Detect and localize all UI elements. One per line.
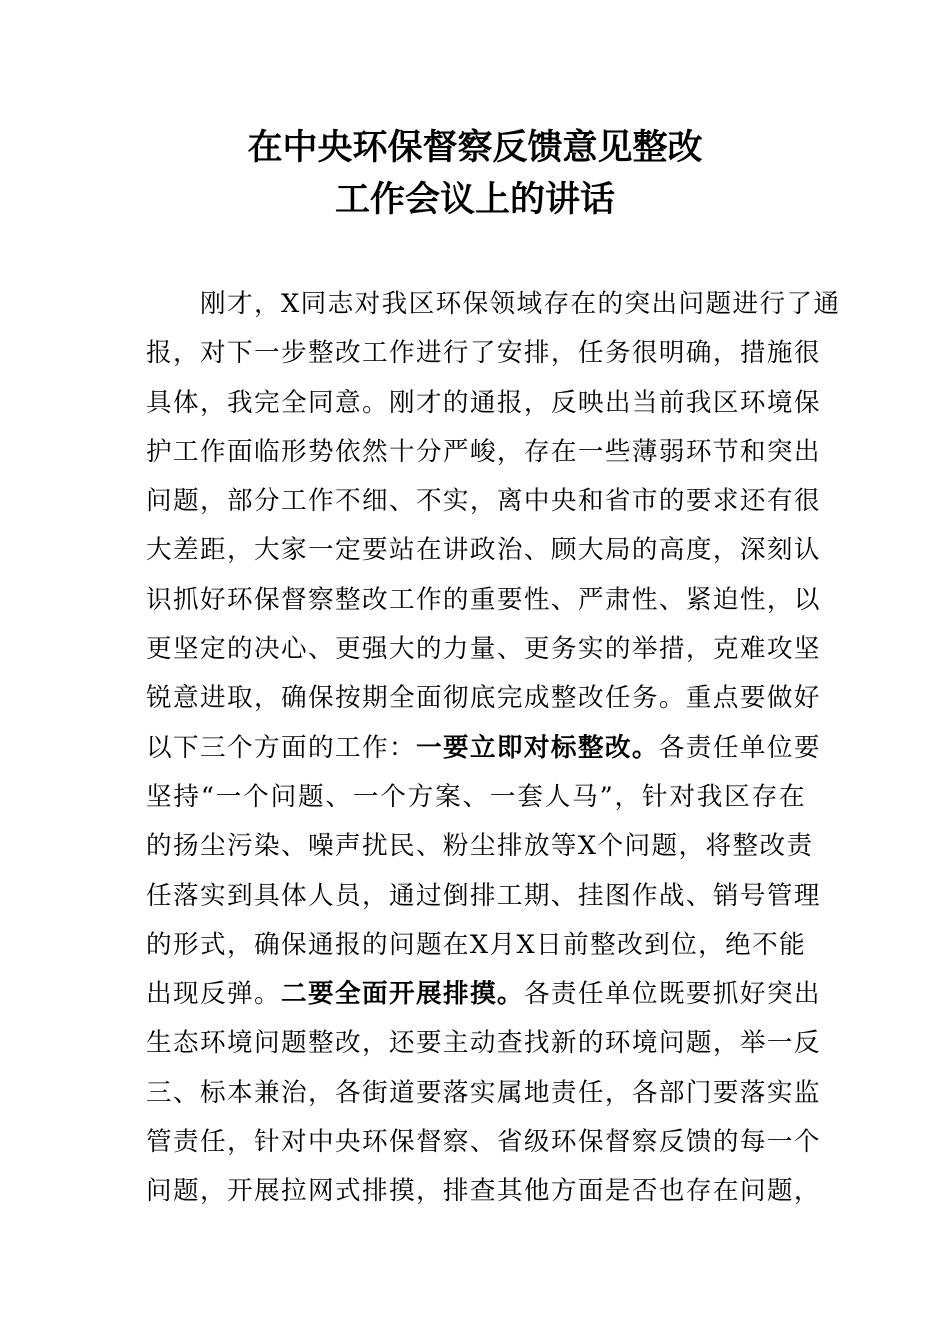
body-line [146,625,821,674]
body-text: 各责任单位要 [658,732,821,763]
body-line [146,576,821,625]
body-text: 问题，部分工作不细、不实，离中央和省市的要求还有很 [146,486,821,517]
document-body [146,280,841,1217]
body-text: 坚持“一个问题、一个方案、一套人马”，针对我区存在 [146,781,806,812]
body-text: 管责任，针对中央环保督察、省级环保督察反馈的每一个 [146,1127,821,1158]
body-line [146,526,821,575]
body-text: 出现反弹。 [146,979,281,1010]
body-line [146,1118,821,1167]
body-text: 更坚定的决心、更强大的力量、更务实的举措，克难攻坚 [146,634,821,665]
body-text: 的扬尘污染、噪声扰民、粉尘排放等X个问题，将整改责 [146,831,814,862]
document-title-line-1: 在中央环保督察反馈意见整改 [247,127,703,168]
body-text: 问题，开展拉网式排摸，排查其他方面是否也存在问题， [146,1176,821,1207]
body-line [146,970,821,1019]
body-text: 大差距，大家一定要站在讲政治、顾大局的高度，深刻认 [146,535,821,566]
bold-heading-1: 一要立即对标整改。 [415,732,659,763]
body-text: 任落实到具体人员，通过倒排工期、挂图作战、销号管理 [146,880,821,911]
body-line [146,921,806,970]
body-line [146,872,821,921]
body-text: 刚才，X同志对我区环保领域存在的突出问题进行了通 [200,289,841,319]
body-text: 以下三个方面的工作： [146,732,416,763]
body-text: 识抓好环保督察整改工作的重要性、严肃性、紧迫性，以 [146,584,821,615]
body-line [146,379,821,428]
body-line [146,428,821,477]
bold-heading-2: 二要全面开展排摸。 [280,979,524,1010]
body-line [146,724,821,773]
body-line [146,280,841,329]
body-line [146,477,821,526]
body-text: 生态环境问题整改，还要主动查找新的环境问题，举一反 [146,1028,821,1059]
body-line [146,1019,821,1068]
body-text: 锐意进取，确保按期全面彻底完成整改任务。重点要做好 [146,683,821,714]
body-text: 具体，我完全同意。刚才的通报，反映出当前我区环境保 [146,387,821,418]
body-line [146,773,806,822]
body-text: 三、标本兼治，各街道要落实属地责任，各部门要落实监 [146,1077,821,1108]
body-line [146,1167,821,1216]
body-line [146,674,821,723]
body-line [146,1069,821,1118]
body-text: 护工作面临形势依然十分严峻，存在一些薄弱环节和突出 [146,436,821,467]
body-text: 各责任单位既要抓好突出 [523,979,821,1010]
body-line [146,822,814,871]
document-title-line-2: 工作会议上的讲话 [334,179,615,220]
body-text: 的形式，确保通报的问题在X月X日前整改到位，绝不能 [146,929,807,960]
body-text: 报，对下一步整改工作进行了安排，任务很明确，措施很 [146,338,821,369]
body-line [146,329,821,378]
